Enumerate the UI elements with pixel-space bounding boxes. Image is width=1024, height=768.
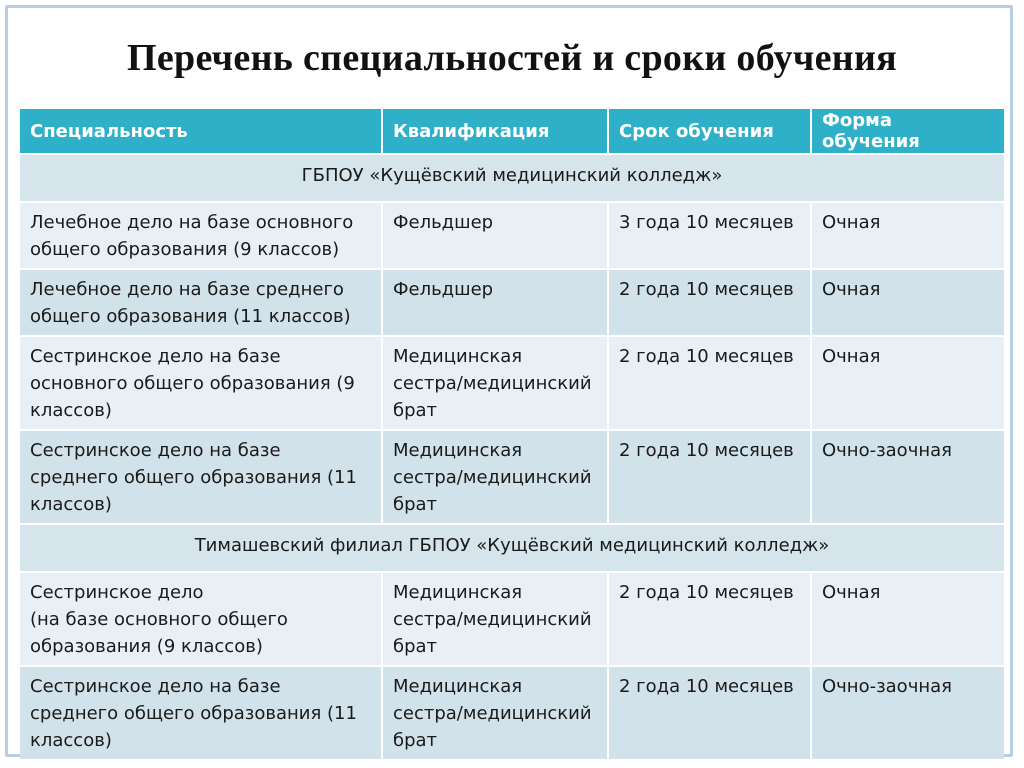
table-row <box>20 269 1004 336</box>
cell-study-form: Очная <box>811 202 1004 269</box>
qualification-line: сестра/медицинский <box>393 373 592 394</box>
cell-duration: 2 года 10 месяцев <box>608 336 811 430</box>
cell-specialty <box>20 572 382 666</box>
header-duration: Срок обучения <box>608 109 811 154</box>
cell-study-form: Очная <box>811 572 1004 666</box>
qualification-line: сестра/медицинский <box>393 703 592 724</box>
qualification-line: Медицинская <box>393 440 523 461</box>
specialty-line: Сестринское дело на базе <box>30 676 281 697</box>
qualification-line: Фельдшер <box>393 279 494 300</box>
specialty-line: среднего общего образования (11 <box>30 467 357 488</box>
table-row <box>20 336 1004 430</box>
table-body <box>20 154 1004 760</box>
cell-study-form: Очно-заочная <box>811 430 1004 524</box>
cell-duration: 2 года 10 месяцев <box>608 666 811 760</box>
specialty-line: Сестринское дело на базе <box>30 346 281 367</box>
specialty-line: (на базе основного общего <box>30 609 288 630</box>
cell-qualification <box>382 430 608 524</box>
cell-qualification <box>382 202 608 269</box>
qualification-line: брат <box>393 636 438 657</box>
cell-duration: 2 года 10 месяцев <box>608 269 811 336</box>
group-title: ГБПОУ «Кущёвский медицинский колледж» <box>20 154 1004 202</box>
cell-specialty <box>20 666 382 760</box>
group-row <box>20 154 1004 202</box>
specialty-line: общего образования (9 классов) <box>30 239 340 260</box>
specialty-line: общего образования (11 классов) <box>30 306 351 327</box>
cell-duration: 3 года 10 месяцев <box>608 202 811 269</box>
specialty-line: основного общего образования (9 <box>30 373 355 394</box>
specialty-line: Лечебное дело на базе основного <box>30 212 354 233</box>
specialties-table <box>20 109 1004 761</box>
specialty-line: образования (9 классов) <box>30 636 263 657</box>
qualification-line: Медицинская <box>393 582 523 603</box>
cell-duration: 2 года 10 месяцев <box>608 430 811 524</box>
group-title: Тимашевский филиал ГБПОУ «Кущёвский медицинский колледж» <box>20 524 1004 572</box>
specialty-line: среднего общего образования (11 <box>30 703 357 724</box>
table-header-row <box>20 109 1004 154</box>
cell-qualification <box>382 572 608 666</box>
qualification-line: сестра/медицинский <box>393 609 592 630</box>
specialty-line: классов) <box>30 400 112 421</box>
cell-study-form: Очная <box>811 269 1004 336</box>
cell-specialty <box>20 430 382 524</box>
header-qualification: Квалификация <box>382 109 608 154</box>
table-row <box>20 430 1004 524</box>
specialty-line: Сестринское дело на базе <box>30 440 281 461</box>
cell-duration: 2 года 10 месяцев <box>608 572 811 666</box>
qualification-line: брат <box>393 494 438 515</box>
table-row <box>20 572 1004 666</box>
cell-study-form: Очно-заочная <box>811 666 1004 760</box>
specialty-line: Лечебное дело на базе среднего <box>30 279 344 300</box>
specialty-line: классов) <box>30 730 112 751</box>
table-row <box>20 666 1004 760</box>
qualification-line: брат <box>393 730 438 751</box>
table-row <box>20 202 1004 269</box>
cell-qualification <box>382 336 608 430</box>
group-row <box>20 524 1004 572</box>
specialty-line: Сестринское дело <box>30 582 204 603</box>
header-study-form: Форма обучения <box>811 109 1004 154</box>
cell-specialty <box>20 269 382 336</box>
cell-specialty <box>20 336 382 430</box>
cell-qualification <box>382 269 608 336</box>
qualification-line: Фельдшер <box>393 212 494 233</box>
header-specialty: Специальность <box>20 109 382 154</box>
qualification-line: Медицинская <box>393 346 523 367</box>
cell-study-form: Очная <box>811 336 1004 430</box>
qualification-line: сестра/медицинский <box>393 467 592 488</box>
cell-specialty <box>20 202 382 269</box>
page-title: Перечень специальностей и сроки обучения <box>127 37 897 79</box>
specialty-line: классов) <box>30 494 112 515</box>
cell-qualification <box>382 666 608 760</box>
qualification-line: Медицинская <box>393 676 523 697</box>
qualification-line: брат <box>393 400 438 421</box>
